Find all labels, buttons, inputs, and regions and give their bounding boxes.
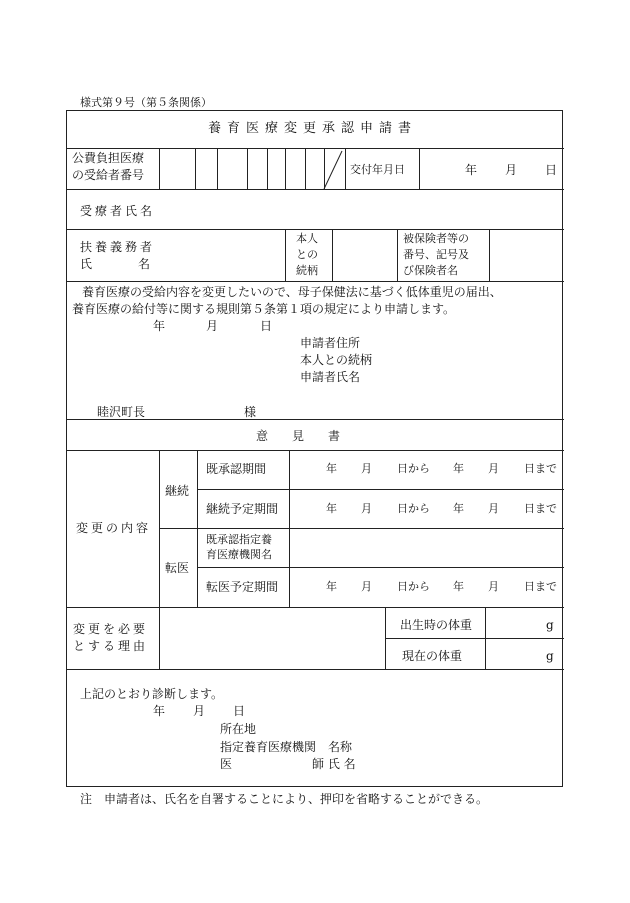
public-number-label-1: 公費負担医療 <box>72 151 145 165</box>
transfer-label: 転医 <box>165 561 190 575</box>
divider <box>289 450 290 607</box>
divider <box>159 528 564 529</box>
approved-period-label: 既承認期間 <box>206 462 267 476</box>
diagnosis-statement: 上記のとおり診断します。 <box>80 687 224 701</box>
issue-day: 日 <box>545 163 558 177</box>
application-date-month: 月 <box>206 319 219 333</box>
divider <box>67 148 564 149</box>
divider <box>195 148 196 189</box>
application-body-line-2: 養育医療の給付等に関する規則第５条第１項の規定により申請します。 <box>72 302 456 316</box>
divider <box>285 229 286 281</box>
diagonal-slash <box>323 150 343 190</box>
divider <box>217 148 218 189</box>
birth-weight-label: 出生時の体重 <box>400 618 473 632</box>
approved-period-to-month: 月 <box>488 462 499 475</box>
public-number-label-2: の受給者番号 <box>72 168 145 182</box>
issue-month: 月 <box>505 163 518 177</box>
approved-institution-label-2: 育医療機関名 <box>206 548 272 561</box>
relation-label-3: 続柄 <box>296 264 318 277</box>
form-code: 様式第９号（第５条関係） <box>80 96 212 109</box>
addressee: 睦沢町長 <box>97 405 146 419</box>
divider <box>159 450 160 669</box>
issue-year: 年 <box>465 163 478 177</box>
applicant-relation-label: 本人との続柄 <box>300 353 373 367</box>
issue-date-label: 交付年月日 <box>350 163 405 176</box>
continuation-period-from-month: 月 <box>361 502 372 515</box>
approved-period-from-month: 月 <box>361 462 372 475</box>
diagnosis-date-day: 日 <box>233 704 246 718</box>
opinion-header: 意 見 書 <box>256 429 341 443</box>
institution-location-label: 所在地 <box>220 722 257 736</box>
divider <box>247 148 248 189</box>
insured-label-1: 被保険者等の <box>403 232 469 245</box>
applicant-address-label: 申請者住所 <box>300 336 361 350</box>
transfer-period-to: 日まで <box>524 580 557 593</box>
approved-period-from: 日から <box>397 462 430 475</box>
reason-label-1: 変更を必要 <box>73 622 149 636</box>
divider <box>397 229 398 281</box>
birth-weight-unit: g <box>546 618 554 632</box>
application-body-line-1: 養育医療の受給内容を変更したいので、母子保健法に基づく低体重児の届出、 <box>82 285 502 299</box>
guardian-label-2b: 名 <box>138 257 151 271</box>
divider <box>305 148 306 189</box>
doctor-name-label-a: 医 <box>220 757 233 771</box>
reason-label-2: とする理由 <box>73 639 149 653</box>
guardian-label-2a: 氏 <box>80 257 93 271</box>
institution-name-label: 指定養育医療機関 名称 <box>220 740 353 754</box>
divider <box>489 229 490 281</box>
divider <box>67 669 564 670</box>
transfer-period-from-year: 年 <box>326 580 337 593</box>
approved-period-from-year: 年 <box>326 462 337 475</box>
relation-label-2: との <box>296 248 318 261</box>
divider <box>67 189 564 190</box>
approved-period-to: 日まで <box>524 462 557 475</box>
divider <box>197 489 564 490</box>
applicant-name-label: 申請者氏名 <box>300 370 361 384</box>
addressee-suffix: 様 <box>244 405 257 419</box>
divider <box>285 148 286 189</box>
footnote: 注 申請者は、氏名を自署することにより、押印を省略することができる。 <box>80 792 489 806</box>
divider <box>385 607 386 669</box>
continuation-period-to-month: 月 <box>488 502 499 515</box>
current-weight-label: 現在の体重 <box>402 649 463 663</box>
change-content-label: 変更の内容 <box>76 521 152 535</box>
divider <box>267 148 268 189</box>
continuation-period-to: 日まで <box>524 502 557 515</box>
transfer-period-to-month: 月 <box>488 580 499 593</box>
guardian-label-1: 扶養義務者 <box>80 240 156 254</box>
divider <box>385 638 564 639</box>
divider <box>485 607 486 669</box>
continuation-period-from-year: 年 <box>326 502 337 515</box>
approved-institution-label-1: 既承認指定養 <box>206 533 272 546</box>
divider <box>345 148 346 189</box>
divider <box>159 148 160 189</box>
divider <box>197 450 198 607</box>
transfer-period-from-month: 月 <box>361 580 372 593</box>
divider <box>197 567 564 568</box>
application-date-day: 日 <box>260 319 273 333</box>
continuation-period-from: 日から <box>397 502 430 515</box>
patient-name-label: 受療者氏名 <box>80 204 156 218</box>
divider <box>419 148 420 189</box>
relation-label-1: 本人 <box>296 232 318 245</box>
divider <box>67 281 564 282</box>
transfer-period-label: 転医予定期間 <box>206 580 279 594</box>
continuation-label: 継続 <box>165 484 190 498</box>
insured-label-3: び保険者名 <box>403 264 458 277</box>
divider <box>67 450 564 451</box>
continuation-period-label: 継続予定期間 <box>206 502 279 516</box>
divider <box>332 229 333 281</box>
form-title: 養育医療変更承認申請書 <box>208 121 418 136</box>
current-weight-unit: g <box>546 649 554 663</box>
doctor-name-label-b: 師 氏 名 <box>312 757 356 771</box>
transfer-period-from: 日から <box>397 580 430 593</box>
transfer-period-to-year: 年 <box>453 580 464 593</box>
approved-period-to-year: 年 <box>453 462 464 475</box>
diagnosis-date-year: 年 <box>153 704 166 718</box>
application-date-year: 年 <box>153 319 166 333</box>
insured-label-2: 番号、記号及 <box>403 248 469 261</box>
divider <box>67 607 564 608</box>
continuation-period-to-year: 年 <box>453 502 464 515</box>
diagnosis-date-month: 月 <box>193 704 206 718</box>
